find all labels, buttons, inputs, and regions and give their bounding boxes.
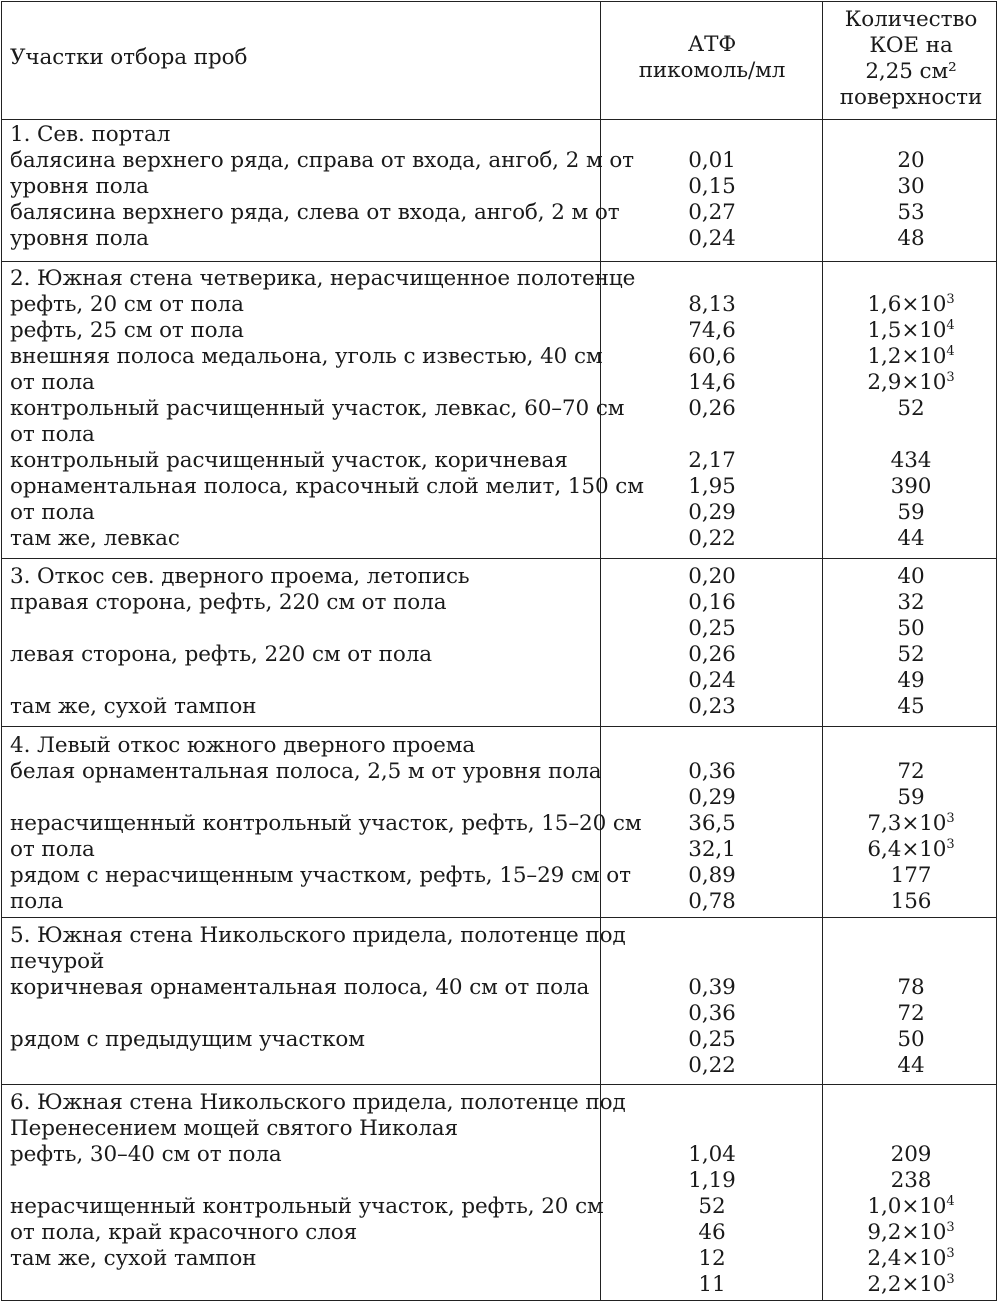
cfu-value bbox=[824, 200, 998, 226]
sample-site-text: левая сторона, рефть, 220 см от пола bbox=[10, 642, 432, 667]
header-atp-line: АТФ bbox=[687, 32, 737, 57]
atp-value: 0,22 bbox=[688, 526, 736, 551]
cfu-value bbox=[824, 396, 998, 422]
cfu-value bbox=[824, 863, 998, 889]
cfu-mantissa: 6,4×10 bbox=[867, 837, 947, 862]
cfu-mantissa: 44 bbox=[897, 526, 925, 551]
atp-value: 1,95 bbox=[688, 474, 736, 499]
sample-site-text: балясина верхнего ряда, справа от входа, ангоб, 2 м от bbox=[10, 148, 634, 173]
cfu-mantissa: 2,2×10 bbox=[867, 1272, 947, 1297]
sample-site-text: рефть, 20 см от пола bbox=[10, 292, 244, 317]
atp-value: 0,20 bbox=[688, 564, 736, 589]
sample-site-text: балясина верхнего ряда, слева от входа, ангоб, 2 м от bbox=[10, 200, 620, 225]
cfu-value bbox=[824, 292, 998, 318]
cfu-value bbox=[824, 344, 998, 370]
cfu-mantissa: 20 bbox=[897, 148, 925, 173]
sample-site-text: уровня пола bbox=[10, 226, 149, 251]
group-heading: 5. Южная стена Никольского придела, полотенце под bbox=[10, 923, 626, 948]
cfu-mantissa: 1,6×10 bbox=[867, 292, 947, 317]
row-divider bbox=[2, 917, 996, 918]
data-table bbox=[1, 1, 997, 1301]
atp-value: 0,01 bbox=[688, 148, 736, 173]
cfu-mantissa: 177 bbox=[890, 863, 932, 888]
cfu-mantissa: 2,4×10 bbox=[867, 1246, 947, 1271]
atp-value: 0,78 bbox=[688, 889, 736, 914]
atp-value: 0,15 bbox=[688, 174, 736, 199]
sample-site-text: от пола bbox=[10, 422, 95, 447]
cfu-value bbox=[824, 811, 998, 837]
cfu-value bbox=[824, 975, 998, 1001]
atp-value: 8,13 bbox=[688, 292, 736, 317]
cfu-exponent: 3 bbox=[946, 292, 955, 307]
cfu-value bbox=[824, 1246, 998, 1272]
cfu-exponent: 3 bbox=[946, 1246, 955, 1261]
group-heading: 4. Левый откос южного дверного проема bbox=[10, 733, 476, 758]
cfu-exponent: 3 bbox=[946, 1220, 955, 1235]
cfu-value bbox=[824, 1027, 998, 1053]
cfu-mantissa: 32 bbox=[897, 590, 925, 615]
sample-site-text: уровня пола bbox=[10, 174, 149, 199]
row-divider bbox=[2, 261, 996, 262]
atp-value: 0,26 bbox=[688, 642, 736, 667]
cfu-value bbox=[824, 500, 998, 526]
cfu-mantissa: 52 bbox=[897, 396, 925, 421]
cfu-value bbox=[824, 759, 998, 785]
cfu-value bbox=[824, 1001, 998, 1027]
sample-site-text: внешняя полоса медальона, уголь с известью, 40 см bbox=[10, 344, 603, 369]
row-divider bbox=[2, 726, 996, 727]
cfu-value bbox=[824, 1194, 998, 1220]
cfu-mantissa: 45 bbox=[897, 694, 925, 719]
cfu-mantissa: 40 bbox=[897, 564, 925, 589]
sample-site-text: рядом с нерасчищенным участком, рефть, 15–29 см от bbox=[10, 863, 631, 888]
sample-site-text: контрольный расчищенный участок, коричневая bbox=[10, 448, 568, 473]
cfu-value bbox=[824, 616, 998, 642]
atp-value: 0,29 bbox=[688, 500, 736, 525]
atp-value: 0,27 bbox=[688, 200, 736, 225]
cfu-exponent: 3 bbox=[946, 811, 955, 826]
atp-value: 0,16 bbox=[688, 590, 736, 615]
cfu-mantissa: 390 bbox=[890, 474, 932, 499]
row-divider bbox=[2, 558, 996, 559]
cfu-value bbox=[824, 837, 998, 863]
cfu-mantissa: 2,9×10 bbox=[867, 370, 947, 395]
sample-site-text: рефть, 25 см от пола bbox=[10, 318, 244, 343]
column-divider bbox=[822, 2, 823, 1300]
cfu-exponent: 4 bbox=[946, 344, 955, 359]
sample-site-text: от пола bbox=[10, 500, 95, 525]
atp-value: 12 bbox=[698, 1246, 726, 1271]
cfu-exponent: 4 bbox=[946, 318, 955, 333]
cfu-mantissa: 72 bbox=[897, 759, 925, 784]
cfu-value bbox=[824, 1272, 998, 1298]
header-cfu-line: Количество bbox=[844, 7, 978, 32]
cfu-value bbox=[824, 1053, 998, 1079]
sample-site-text: от пола bbox=[10, 837, 95, 862]
atp-value: 0,24 bbox=[688, 668, 736, 693]
cfu-value bbox=[824, 642, 998, 668]
atp-value: 32,1 bbox=[688, 837, 736, 862]
atp-value: 0,23 bbox=[688, 694, 736, 719]
atp-value: 0,22 bbox=[688, 1053, 736, 1078]
cfu-mantissa: 49 bbox=[897, 668, 925, 693]
cfu-mantissa: 59 bbox=[897, 785, 925, 810]
sample-site-text: нерасчищенный контрольный участок, рефть, 15–20 см bbox=[10, 811, 642, 836]
header-atp-line: пикомоль/мл bbox=[638, 58, 786, 83]
cfu-exponent: 3 bbox=[946, 370, 955, 385]
cfu-mantissa: 48 bbox=[897, 226, 925, 251]
cfu-value bbox=[824, 148, 998, 174]
atp-value: 14,6 bbox=[688, 370, 736, 395]
cfu-mantissa: 53 bbox=[897, 200, 925, 225]
group-heading: 6. Южная стена Никольского придела, полотенце под bbox=[10, 1090, 626, 1115]
row-divider bbox=[2, 119, 996, 120]
cfu-mantissa: 209 bbox=[890, 1142, 932, 1167]
cfu-mantissa: 44 bbox=[897, 1053, 925, 1078]
header-cfu-line: КОЕ на bbox=[869, 33, 953, 58]
atp-value: 52 bbox=[698, 1194, 726, 1219]
sample-site-text: белая орнаментальная полоса, 2,5 м от уровня пола bbox=[10, 759, 602, 784]
cfu-mantissa: 50 bbox=[897, 616, 925, 641]
sample-site-text: коричневая орнаментальная полоса, 40 см от пола bbox=[10, 975, 590, 1000]
sample-site-text: орнаментальная полоса, красочный слой мелит, 150 см bbox=[10, 474, 644, 499]
cfu-exponent: 3 bbox=[946, 1272, 955, 1287]
cfu-mantissa: 1,0×10 bbox=[867, 1194, 947, 1219]
atp-value: 74,6 bbox=[688, 318, 736, 343]
cfu-mantissa: 30 bbox=[897, 174, 925, 199]
sample-site-text: печурой bbox=[10, 949, 105, 974]
header-cfu-line: поверхности bbox=[839, 85, 983, 110]
cfu-value bbox=[824, 474, 998, 500]
cfu-exponent: 3 bbox=[946, 837, 955, 852]
atp-value: 0,26 bbox=[688, 396, 736, 421]
header-cfu-line: 2,25 см² bbox=[865, 59, 957, 84]
cfu-mantissa: 1,5×10 bbox=[867, 318, 947, 343]
cfu-value bbox=[824, 694, 998, 720]
atp-value: 2,17 bbox=[688, 448, 736, 473]
sample-site-text: от пола, край красочного слоя bbox=[10, 1220, 358, 1245]
atp-value: 0,25 bbox=[688, 1027, 736, 1052]
cfu-value bbox=[824, 318, 998, 344]
cfu-mantissa: 434 bbox=[890, 448, 932, 473]
cfu-value bbox=[824, 1220, 998, 1246]
sample-site-text: там же, левкас bbox=[10, 526, 180, 551]
atp-value: 0,39 bbox=[688, 975, 736, 1000]
atp-value: 0,36 bbox=[688, 759, 736, 784]
cfu-exponent: 4 bbox=[946, 1194, 955, 1209]
cfu-mantissa: 1,2×10 bbox=[867, 344, 947, 369]
cfu-value bbox=[824, 1142, 998, 1168]
cfu-value bbox=[824, 226, 998, 252]
sample-site-text: контрольный расчищенный участок, левкас, 60–70 см bbox=[10, 396, 625, 421]
sample-site-text: там же, сухой тампон bbox=[10, 1246, 257, 1271]
atp-value: 0,25 bbox=[688, 616, 736, 641]
atp-value: 0,29 bbox=[688, 785, 736, 810]
cfu-mantissa: 52 bbox=[897, 642, 925, 667]
sample-site-text: рефть, 30–40 см от пола bbox=[10, 1142, 282, 1167]
atp-value: 60,6 bbox=[688, 344, 736, 369]
cfu-value bbox=[824, 564, 998, 590]
sample-site-text: рядом с предыдущим участком bbox=[10, 1027, 365, 1052]
cfu-value bbox=[824, 526, 998, 552]
sample-site-text: там же, сухой тампон bbox=[10, 694, 257, 719]
atp-value: 0,36 bbox=[688, 1001, 736, 1026]
atp-value: 11 bbox=[698, 1272, 726, 1297]
sample-site-text: нерасчищенный контрольный участок, рефть, 20 см bbox=[10, 1194, 604, 1219]
cfu-mantissa: 50 bbox=[897, 1027, 925, 1052]
atp-value: 1,04 bbox=[688, 1142, 736, 1167]
sample-site-text: от пола bbox=[10, 370, 95, 395]
group-heading: 3. Откос сев. дверного проема, летопись bbox=[10, 564, 470, 589]
cfu-value bbox=[824, 1168, 998, 1194]
group-heading: 2. Южная стена четверика, нерасчищенное полотенце bbox=[10, 266, 636, 291]
atp-value: 0,89 bbox=[688, 863, 736, 888]
atp-value: 0,24 bbox=[688, 226, 736, 251]
cfu-value bbox=[824, 590, 998, 616]
cfu-mantissa: 7,3×10 bbox=[867, 811, 947, 836]
cfu-mantissa: 59 bbox=[897, 500, 925, 525]
row-divider bbox=[2, 1084, 996, 1085]
cfu-mantissa: 72 bbox=[897, 1001, 925, 1026]
atp-value: 1,19 bbox=[688, 1168, 736, 1193]
sample-site-text: правая сторона, рефть, 220 см от пола bbox=[10, 590, 447, 615]
sample-site-text: Перенесением мощей святого Николая bbox=[10, 1116, 458, 1141]
cfu-mantissa: 238 bbox=[890, 1168, 932, 1193]
header-sampling-sites: Участки отбора проб bbox=[10, 45, 248, 70]
cfu-mantissa: 9,2×10 bbox=[867, 1220, 947, 1245]
atp-value: 46 bbox=[698, 1220, 726, 1245]
atp-value: 36,5 bbox=[688, 811, 736, 836]
cfu-value bbox=[824, 174, 998, 200]
group-heading: 1. Сев. портал bbox=[10, 122, 171, 147]
cfu-value bbox=[824, 889, 998, 915]
sample-site-text: пола bbox=[10, 889, 64, 914]
cfu-value bbox=[824, 785, 998, 811]
cfu-value bbox=[824, 370, 998, 396]
cfu-mantissa: 78 bbox=[897, 975, 925, 1000]
cfu-mantissa: 156 bbox=[890, 889, 932, 914]
cfu-value bbox=[824, 668, 998, 694]
cfu-value bbox=[824, 448, 998, 474]
